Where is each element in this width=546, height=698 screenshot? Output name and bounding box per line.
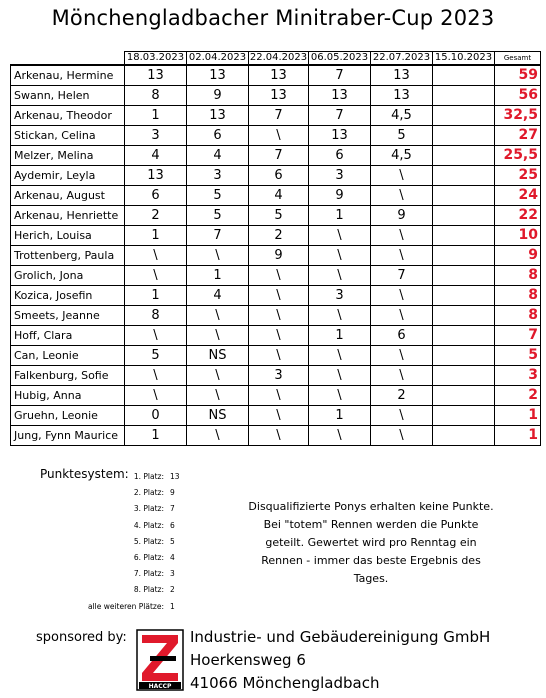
rules-text: [240, 498, 502, 588]
points-row: [100, 518, 210, 534]
score-cell: [433, 366, 495, 386]
score-cell: [433, 206, 495, 226]
score-cell: 2: [371, 386, 433, 406]
table-header-row: [11, 52, 541, 66]
score-cell: 4: [249, 186, 309, 206]
score-cell: 1: [125, 426, 187, 446]
points-place: alle weiteren Plätze:: [87, 601, 164, 611]
header-date: 22.07.2023: [371, 52, 433, 66]
score-cell: 8: [125, 306, 187, 326]
score-cell: \: [125, 386, 187, 406]
score-cell: 7: [249, 106, 309, 126]
sponsor-label: sponsored by:: [36, 630, 127, 645]
score-cell: 6: [309, 146, 371, 166]
score-cell: [433, 406, 495, 426]
score-cell: \: [249, 326, 309, 346]
points-row: [100, 501, 210, 517]
participant-name: Smeets, Jeanne: [11, 306, 125, 326]
participant-name: Gruehn, Leonie: [11, 406, 125, 426]
score-cell: 6: [187, 126, 249, 146]
score-cell: 13: [249, 86, 309, 106]
points-place: 2. Platz:: [133, 488, 164, 498]
score-cell: \: [125, 266, 187, 286]
rules-line: Tages.: [353, 572, 389, 585]
score-cell: [433, 106, 495, 126]
score-cell: \: [249, 126, 309, 146]
score-cell: \: [371, 306, 433, 326]
score-cell: \: [309, 366, 371, 386]
header-date: 15.10.2023: [433, 52, 495, 66]
score-cell: \: [125, 246, 187, 266]
participant-name: Herich, Louisa: [11, 226, 125, 246]
score-cell: [433, 65, 495, 86]
points-place: 3. Platz:: [133, 504, 164, 514]
score-cell: 1: [309, 406, 371, 426]
header-blank-cell: [11, 52, 125, 66]
score-cell: \: [309, 246, 371, 266]
participant-name: Arkenau, Henriette: [11, 206, 125, 226]
score-cell: \: [371, 366, 433, 386]
participant-name: Swann, Helen: [11, 86, 125, 106]
table-row: [11, 86, 541, 106]
table-row: [11, 226, 541, 246]
score-cell: 9: [249, 246, 309, 266]
score-cell: [433, 306, 495, 326]
score-cell: NS: [187, 406, 249, 426]
header-date: 02.04.2023: [187, 52, 249, 66]
header-total: Gesamt: [495, 52, 541, 66]
score-cell: 3: [125, 126, 187, 146]
score-cell: 13: [309, 126, 371, 146]
score-cell: 4,5: [371, 106, 433, 126]
total-cell: 25: [495, 166, 541, 186]
score-cell: \: [309, 346, 371, 366]
score-cell: 3: [249, 366, 309, 386]
score-cell: 2: [125, 206, 187, 226]
score-cell: 13: [249, 65, 309, 86]
points-system-list: [87, 469, 210, 615]
score-cell: 13: [125, 65, 187, 86]
score-cell: 13: [371, 86, 433, 106]
total-cell: 27: [495, 126, 541, 146]
score-cell: \: [309, 386, 371, 406]
score-cell: [433, 166, 495, 186]
score-cell: 7: [309, 65, 371, 86]
score-cell: 9: [187, 86, 249, 106]
total-cell: 2: [495, 386, 541, 406]
score-cell: \: [371, 246, 433, 266]
total-cell: 1: [495, 426, 541, 446]
results-table: [10, 51, 541, 446]
total-cell: 56: [495, 86, 541, 106]
score-cell: [433, 86, 495, 106]
rules-line: Rennen - immer das beste Ergebnis des: [261, 554, 481, 567]
score-cell: 13: [187, 106, 249, 126]
score-cell: 9: [371, 206, 433, 226]
total-cell: 1: [495, 406, 541, 426]
score-cell: \: [309, 266, 371, 286]
score-cell: 1: [309, 326, 371, 346]
total-cell: 32,5: [495, 106, 541, 126]
score-cell: 5: [187, 206, 249, 226]
points-row: [100, 534, 210, 550]
participant-name: Aydemir, Leyla: [11, 166, 125, 186]
logo-text: HACCP: [148, 683, 172, 690]
score-cell: \: [249, 306, 309, 326]
participant-name: Hubig, Anna: [11, 386, 125, 406]
header-date: 18.03.2023: [125, 52, 187, 66]
score-cell: \: [371, 286, 433, 306]
table-row: [11, 366, 541, 386]
score-cell: 7: [371, 266, 433, 286]
score-cell: \: [249, 266, 309, 286]
total-cell: 59: [495, 65, 541, 86]
table-row: [11, 126, 541, 146]
total-cell: 8: [495, 306, 541, 326]
table-row: [11, 346, 541, 366]
points-place: 5. Platz:: [133, 536, 164, 546]
score-cell: NS: [187, 346, 249, 366]
points-value: 6: [170, 520, 175, 530]
score-cell: [433, 386, 495, 406]
participant-name: Arkenau, August: [11, 186, 125, 206]
points-place: 7. Platz:: [133, 569, 164, 579]
sponsor-line: 41066 Mönchengladbach: [190, 674, 380, 692]
score-cell: 7: [187, 226, 249, 246]
points-value: 7: [170, 504, 175, 514]
table-row: [11, 426, 541, 446]
score-cell: \: [187, 246, 249, 266]
points-value: 9: [170, 488, 175, 498]
score-cell: [433, 126, 495, 146]
score-cell: \: [125, 366, 187, 386]
score-cell: 3: [309, 166, 371, 186]
header-date: 06.05.2023: [309, 52, 371, 66]
rules-line: Disqualifizierte Ponys erhalten keine Punkte.: [248, 500, 494, 513]
score-cell: \: [249, 406, 309, 426]
participant-name: Stickan, Celina: [11, 126, 125, 146]
score-cell: [433, 146, 495, 166]
points-value: 4: [170, 552, 175, 562]
score-cell: 6: [371, 326, 433, 346]
points-value: 5: [170, 536, 175, 546]
total-cell: 10: [495, 226, 541, 246]
score-cell: \: [187, 386, 249, 406]
page-title: Mönchengladbacher Minitraber-Cup 2023: [51, 6, 495, 30]
score-cell: \: [309, 226, 371, 246]
table-row: [11, 65, 541, 86]
score-cell: \: [187, 426, 249, 446]
participant-name: Falkenburg, Sofie: [11, 366, 125, 386]
points-value: 2: [170, 585, 175, 595]
score-cell: \: [187, 326, 249, 346]
total-cell: 8: [495, 286, 541, 306]
score-cell: \: [187, 306, 249, 326]
score-cell: \: [187, 366, 249, 386]
sponsor-line: Industrie- und Gebäudereinigung GmbH: [190, 628, 491, 646]
score-cell: 7: [309, 106, 371, 126]
table-row: [11, 246, 541, 266]
score-cell: 1: [125, 106, 187, 126]
score-cell: \: [371, 406, 433, 426]
score-cell: [433, 226, 495, 246]
total-cell: 22: [495, 206, 541, 226]
score-cell: 1: [125, 286, 187, 306]
participant-name: Grolich, Jona: [11, 266, 125, 286]
score-cell: 5: [249, 206, 309, 226]
total-cell: 3: [495, 366, 541, 386]
table-row: [11, 266, 541, 286]
score-cell: [433, 426, 495, 446]
table-row: [11, 106, 541, 126]
participant-name: Trottenberg, Paula: [11, 246, 125, 266]
score-cell: 5: [125, 346, 187, 366]
score-cell: \: [249, 346, 309, 366]
table-row: [11, 186, 541, 206]
score-cell: \: [309, 426, 371, 446]
points-row: [100, 469, 210, 485]
score-cell: 7: [249, 146, 309, 166]
sponsor-line: Hoerkensweg 6: [190, 651, 306, 669]
score-cell: [433, 266, 495, 286]
total-cell: 25,5: [495, 146, 541, 166]
points-place: 8. Platz:: [133, 585, 164, 595]
points-row: [87, 599, 210, 615]
sponsor-logo: [136, 629, 184, 691]
score-cell: 1: [187, 266, 249, 286]
score-cell: \: [371, 186, 433, 206]
participant-name: Kozica, Josefin: [11, 286, 125, 306]
score-cell: \: [371, 226, 433, 246]
participant-name: Jung, Fynn Maurice: [11, 426, 125, 446]
participant-name: Can, Leonie: [11, 346, 125, 366]
total-cell: 5: [495, 346, 541, 366]
score-cell: \: [371, 426, 433, 446]
score-cell: \: [249, 286, 309, 306]
points-row: [100, 550, 210, 566]
participant-name: Melzer, Melina: [11, 146, 125, 166]
table-row: [11, 206, 541, 226]
points-system-label: Punktesystem:: [40, 467, 129, 481]
score-cell: 1: [309, 206, 371, 226]
score-cell: 13: [187, 65, 249, 86]
table-row: [11, 166, 541, 186]
score-cell: 13: [125, 166, 187, 186]
score-cell: [433, 346, 495, 366]
score-cell: 6: [249, 166, 309, 186]
points-place: 4. Platz:: [133, 520, 164, 530]
score-cell: 5: [371, 126, 433, 146]
rules-line: geteilt. Gewertet wird pro Renntag ein: [265, 536, 477, 549]
total-cell: 7: [495, 326, 541, 346]
score-cell: 9: [309, 186, 371, 206]
total-cell: 8: [495, 266, 541, 286]
score-cell: \: [309, 306, 371, 326]
score-cell: 0: [125, 406, 187, 426]
score-cell: 5: [187, 186, 249, 206]
score-cell: 4: [125, 146, 187, 166]
score-cell: \: [371, 346, 433, 366]
score-cell: \: [249, 386, 309, 406]
participant-name: Arkenau, Theodor: [11, 106, 125, 126]
header-date: 22.04.2023: [249, 52, 308, 63]
score-cell: 6: [125, 186, 187, 206]
points-value: 13: [170, 472, 180, 481]
table-row: [11, 406, 541, 426]
score-cell: 13: [309, 86, 371, 106]
score-cell: [433, 286, 495, 306]
participant-name: Hoff, Clara: [11, 326, 125, 346]
score-cell: 13: [371, 65, 433, 86]
table-row: [11, 386, 541, 406]
score-cell: [433, 246, 495, 266]
table-row: [11, 306, 541, 326]
points-row: [100, 582, 210, 598]
table-row: [11, 146, 541, 166]
rules-line: Bei "totem" Rennen werden die Punkte: [263, 518, 479, 531]
points-place: 1. Platz:: [133, 472, 164, 481]
score-cell: \: [249, 426, 309, 446]
score-cell: 1: [125, 226, 187, 246]
total-cell: 9: [495, 246, 541, 266]
score-cell: 4,5: [371, 146, 433, 166]
score-cell: 4: [187, 146, 249, 166]
sponsor-address: [190, 626, 490, 695]
points-value: 3: [170, 569, 175, 579]
participant-name: Arkenau, Hermine: [11, 65, 125, 86]
score-cell: \: [125, 326, 187, 346]
score-cell: 3: [187, 166, 249, 186]
points-row: [100, 485, 210, 501]
points-value: 1: [170, 601, 175, 611]
score-cell: 8: [125, 86, 187, 106]
score-cell: 2: [249, 226, 309, 246]
score-cell: [433, 186, 495, 206]
table-row: [11, 286, 541, 306]
score-cell: 3: [309, 286, 371, 306]
score-cell: 4: [187, 286, 249, 306]
score-cell: [433, 326, 495, 346]
points-place: 6. Platz:: [133, 552, 164, 562]
total-cell: 24: [495, 186, 541, 206]
table-row: [11, 326, 541, 346]
points-row: [100, 566, 210, 582]
score-cell: \: [371, 166, 433, 186]
